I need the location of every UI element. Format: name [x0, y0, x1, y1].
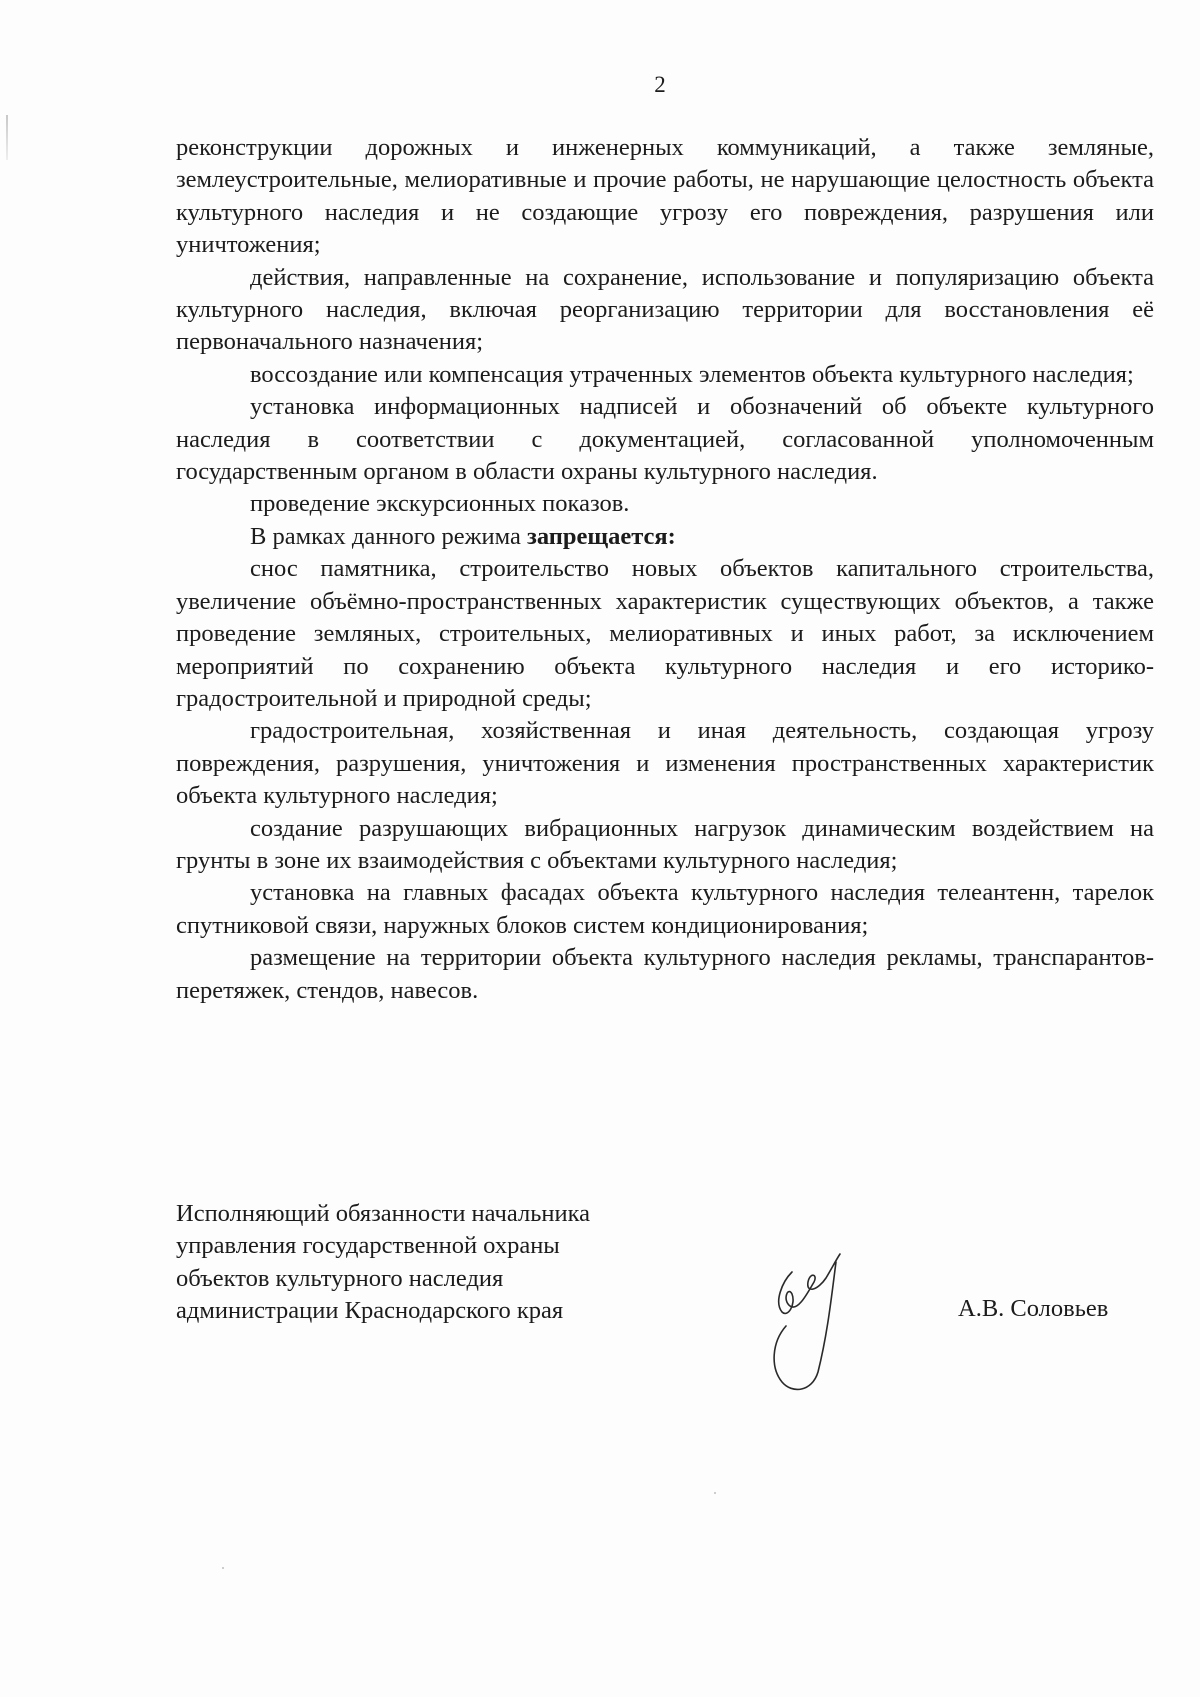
signatory-position	[176, 1198, 590, 1328]
prohibition-item: установка на главных фасадах объекта культурного наследия телеантенн, тарелок спутниковой связи, наружных блоков систем кондиционирования;	[176, 879, 1154, 939]
document-body	[176, 132, 1154, 1007]
paragraph: реконструкции дорожных и инженерных коммуникаций, а также земляные, землеустроительные, мелиоративные и прочие работы, не нарушающие целостность объекта культурного наследия и не создающие угрозу его повреждения, разрушения или уничтожения;	[176, 134, 1154, 259]
prohibition-keyword: запрещается:	[527, 522, 676, 550]
position-line: объектов культурного наследия	[176, 1264, 504, 1292]
paragraph: проведение экскурсионных показов.	[250, 490, 630, 518]
paragraph: воссоздание или компенсация утраченных элементов объекта культурного наследия;	[250, 360, 1134, 388]
paragraph: действия, направленные на сохранение, использование и популяризацию объекта культурного наследия, включая реорганизацию территории для восстановления её первоначального назначения;	[176, 263, 1154, 356]
position-line: администрации Краснодарского края	[176, 1297, 564, 1325]
scan-speck	[222, 1567, 224, 1569]
prohibition-item: градостроительная, хозяйственная и иная деятельность, создающая угрозу повреждения, разрушения, уничтожения и изменения пространственных характеристик объекта культурного наследия;	[176, 717, 1154, 810]
prohibition-intro	[176, 521, 1154, 553]
prohibition-item: размещение на территории объекта культурного наследия рекламы, транспарантов-перетяжек, стендов, навесов.	[176, 944, 1154, 1004]
paragraph: установка информационных надписей и обозначений об объекте культурного наследия в соответствии с документацией, согласованной уполномоченным государственным органом в области охраны культурного наследия.	[176, 393, 1154, 486]
scan-speck	[714, 1492, 716, 1494]
scan-edge-mark	[6, 115, 8, 160]
prohibition-item: создание разрушающих вибрационных нагрузок динамическим воздействием на грунты в зоне их взаимодействия с объектами культурного наследия;	[176, 814, 1154, 874]
position-line: управления государственной охраны	[176, 1232, 560, 1260]
position-line: Исполняющий обязанности начальника	[176, 1200, 590, 1227]
page-number: 2	[654, 72, 666, 97]
handwritten-signature	[752, 1242, 862, 1402]
prohibition-item: снос памятника, строительство новых объектов капитального строительства, увеличение объёмно-пространственных характеристик существующих объектов, а также проведение земляных, строительных, мелиоративных и иных работ, за исключением мероприятий по сохранению объекта культурного наследия и его историко-градостроительной и природной среды;	[176, 555, 1154, 712]
signer-name: А.В. Соловьев	[958, 1295, 1109, 1322]
prohibition-intro-text: В рамках данного режима	[250, 522, 528, 550]
